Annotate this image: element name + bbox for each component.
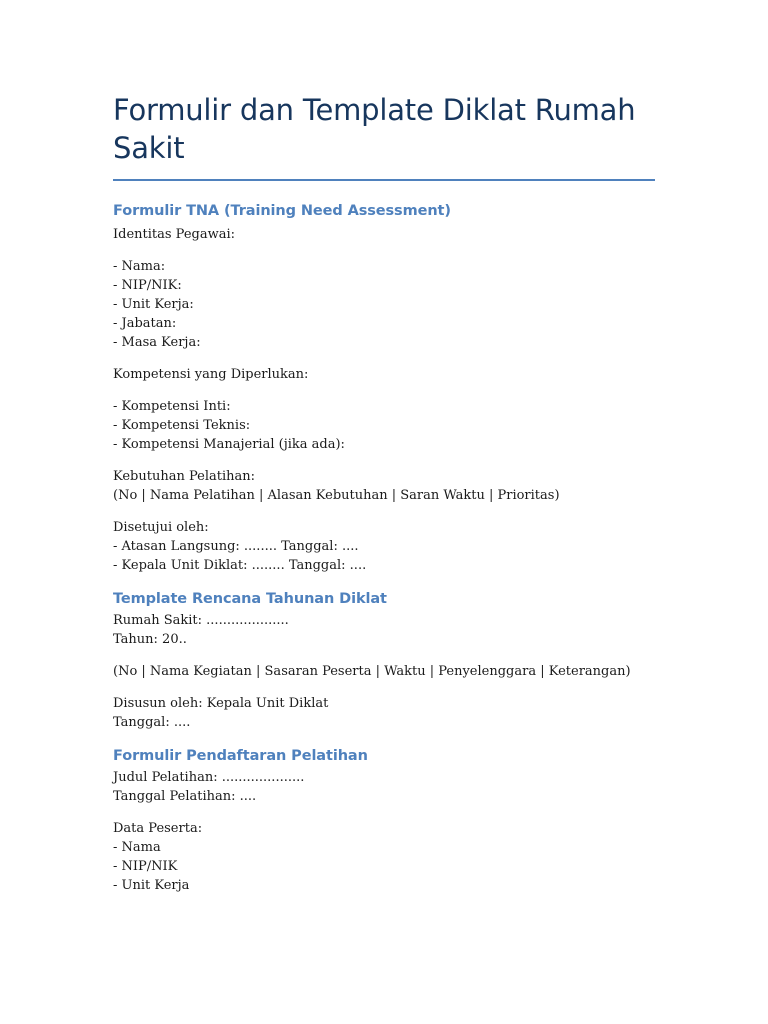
identitas-label: Identitas Pegawai: (113, 226, 236, 242)
disetujui-label: Disetujui oleh: (113, 519, 209, 535)
tna-section-body (113, 225, 655, 575)
page-title: Formulir dan Template Diklat Rumah Sakit (113, 93, 636, 165)
tahun-field: Tahun: 20.. (113, 631, 187, 647)
judul-field: Judul Pelatihan: .................... (113, 769, 305, 785)
kompetensi-label: Kompetensi yang Diperlukan: (113, 366, 309, 382)
list-item: - Kompetensi Manajerial (jika ada): (113, 436, 345, 452)
kebutuhan-label: Kebutuhan Pelatihan: (113, 468, 255, 484)
section-heading-pendaftaran: Formulir Pendaftaran Pelatihan (113, 747, 368, 764)
list-item: - Nama (113, 839, 161, 855)
kebutuhan-columns: (No | Nama Pelatihan | Alasan Kebutuhan | Saran Waktu | Prioritas) (113, 487, 560, 503)
disusun-field: Disusun oleh: Kepala Unit Diklat (113, 695, 329, 711)
list-item: - Atasan Langsung: ........ Tanggal: .... (113, 538, 359, 554)
list-item: - Kompetensi Teknis: (113, 417, 251, 433)
list-item: - Kepala Unit Diklat: ........ Tanggal: .... (113, 557, 367, 573)
list-item: - Unit Kerja: (113, 296, 194, 312)
list-item: - Unit Kerja (113, 877, 190, 893)
document-page (113, 92, 655, 895)
tanggal-pelatihan-field: Tanggal Pelatihan: .... (113, 788, 257, 804)
list-item: - Kompetensi Inti: (113, 398, 231, 414)
rencana-columns: (No | Nama Kegiatan | Sasaran Peserta | Waktu | Penyelenggara | Keterangan) (113, 663, 631, 679)
list-item: - NIP/NIK (113, 858, 178, 874)
data-peserta-label: Data Peserta: (113, 820, 203, 836)
rumah-sakit-field: Rumah Sakit: .................... (113, 612, 289, 628)
list-item: - Jabatan: (113, 315, 177, 331)
list-item: - NIP/NIK: (113, 277, 182, 293)
list-item: - Nama: (113, 258, 166, 274)
list-item: - Masa Kerja: (113, 334, 201, 350)
rencana-section-body (113, 611, 655, 732)
tanggal-field: Tanggal: .... (113, 714, 191, 730)
pendaftaran-section-body (113, 768, 655, 895)
section-heading-tna: Formulir TNA (Training Need Assessment) (113, 202, 451, 219)
section-heading-rencana: Template Rencana Tahunan Diklat (113, 590, 387, 607)
